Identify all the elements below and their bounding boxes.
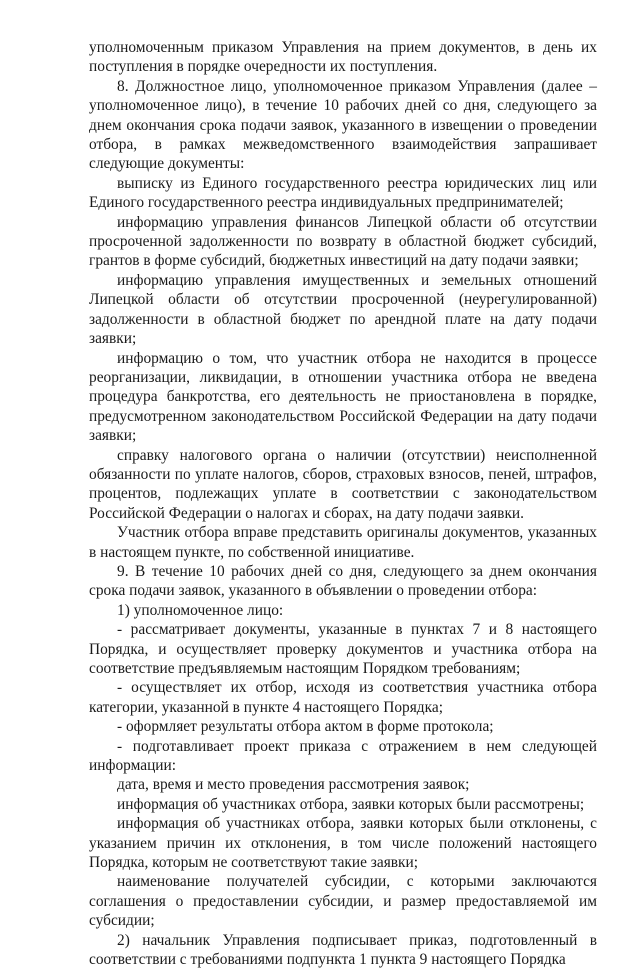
paragraph-recipients: наименование получателей субсидии, с которыми заключаются соглашения о предоставлении субсидии, и размер предоставляемой им субсидии; [89, 873, 597, 930]
paragraph-egrul-extract: выписку из Единого государственного реестра юридических лиц или Единого государственного реестра индивидуальных предпринимателей; [89, 174, 597, 212]
paragraph-reviewed-participants: информация об участниках отбора, заявки которых были рассмотрены; [117, 795, 585, 813]
document-body [89, 38, 597, 970]
paragraph-tax-certificate: справку налогового органа о наличии (отсутствии) неисполненной обязанности по уплате налогов, сборов, страховых взносов, пеней, штрафов, процентов, подлежащих уплате в соответствии с законодательством Российской Федерации о налогах и сборах, на дату подачи заявки. [89, 446, 597, 522]
paragraph-originals: Участник отбора вправе представить оригиналы документов, указанных в настоящем пункте, по собственной инициативе. [89, 524, 597, 561]
paragraph-protocol: - оформляет результаты отбора актом в форме протокола; [117, 718, 494, 736]
paragraph-finance-info: информацию управления финансов Липецкой области об отсутствии просроченной задолженности по возврату в областной бюджет субсидий, грантов в форме субсидий, бюджетных инвестиций на дату подачи заявки; [89, 213, 597, 270]
paragraph-property-info: информацию управления имущественных и земельных отношений Липецкой области об отсутствии просроченной (неурегулированной) задолженности в областной бюджет по арендной плате на дату подачи заявки; [89, 271, 597, 348]
paragraph-rejected-participants: информация об участниках отбора, заявки которых были отклонены, с указанием причин их отклонения, в том числе положений настоящего Порядка, которым не соответствуют такие заявки; [89, 815, 597, 872]
paragraph-reorganization-info: информацию о том, что участник отбора не находится в процессе реорганизации, ликвидации, в отношении участника отбора не введена процедура банкротства, его деятельность не приостановлена в порядке, предусмотренном законодательством Российской Федерации на дату подачи заявки; [89, 349, 597, 445]
paragraph-item-8: 8. Должностное лицо, уполномоченное приказом Управления (далее – уполномоченное лицо), в течение 10 рабочих дней со дня, следующего за днем окончания срока подачи заявок, указанного в извещении о проведении отбора, в рамках межведомственного взаимодействия запрашивает следующие документы: [89, 77, 597, 173]
paragraph-draft-order: - подготавливает проект приказа с отражением в нем следующей информации: [89, 737, 597, 775]
paragraph-subitem-2: 2) начальник Управления подписывает приказ, подготовленный в соответствии с требованиями подпункта 1 пункта 9 настоящего Порядка [89, 931, 597, 969]
paragraph-subitem-1: 1) уполномоченное лицо: [117, 601, 284, 619]
paragraph-continuation: уполномоченным приказом Управления на прием документов, в день их поступления в порядке очередности их поступления. [89, 39, 597, 76]
paragraph-date-time-place: дата, время и место проведения рассмотрения заявок; [117, 776, 470, 794]
paragraph-review-documents: - рассматривает документы, указанные в пунктах 7 и 8 настоящего Порядка, и осуществляет проверку документов и участника отбора на соответствие предъявляемым настоящим Порядком требованиям; [89, 621, 597, 677]
paragraph-item-9: 9. В течение 10 рабочих дней со дня, следующего за днем окончания срока подачи заявок, указанного в объявлении о проведении отбора: [89, 562, 597, 600]
paragraph-selection: - осуществляет их отбор, исходя из соответствия участника отбора категории, указанной в пункте 4 настоящего Порядка; [89, 679, 597, 716]
